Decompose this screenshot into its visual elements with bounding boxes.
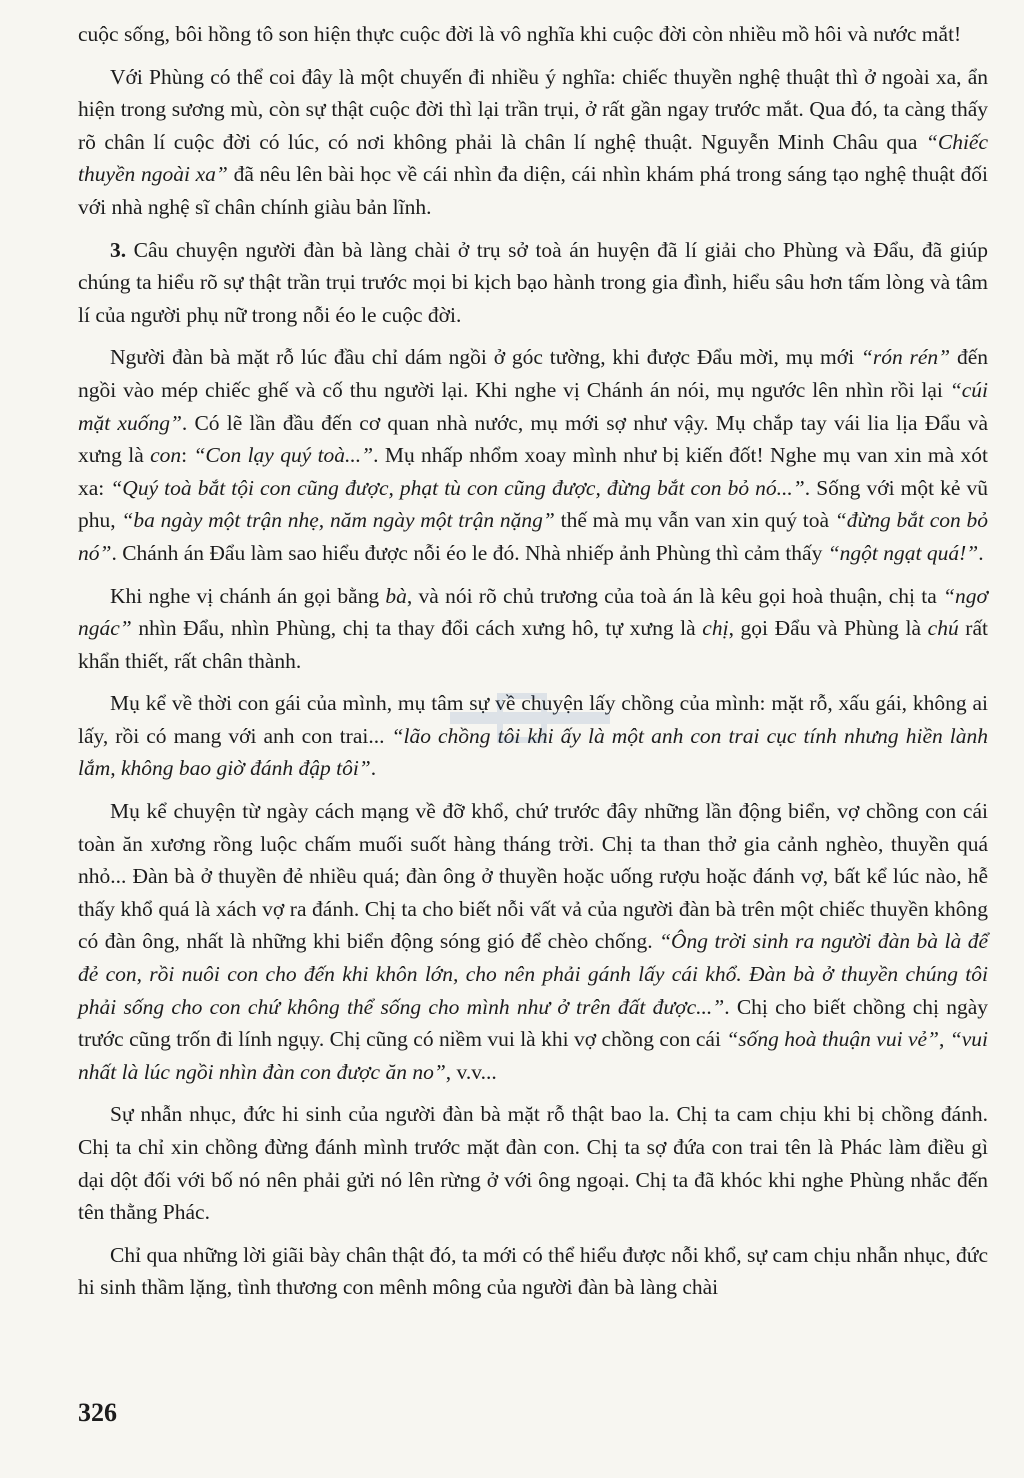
italic-run: “lão chồng tôi khi ấy là một anh con trai cục tính nhưng hiền lành lắm, không bao giờ đánh đập tôi” <box>78 723 989 781</box>
text-run: Chỉ qua những lời giãi bày chân thật đó, ta mới có thể hiểu được nỗi khổ, sự cam chịu nhẫn nhục, đức hi sinh thầm lặng, tình thương con mênh mông của người đàn bà làng chài <box>78 1242 988 1300</box>
italic-run: “ngơ ngác” <box>78 583 988 641</box>
italic-run: bà <box>385 583 407 608</box>
section-number: 3. <box>110 237 127 262</box>
text-run: , v.v... <box>445 1059 497 1084</box>
text-run: Câu chuyện người đàn bà làng chài ở trụ sở toà án huyện đã lí giải cho Phùng và Đẩu, đã giúp chúng ta hiểu rõ sự thật trần trụi trước mọi bi kịch bạo hành trong gia đình, hiểu sâu hơn tấm lòng và tâm lí của người phụ nữ trong nỗi éo le cuộc đời. <box>78 237 988 327</box>
italic-run: “Chiếc thuyền ngoài xa” <box>78 129 988 187</box>
italic-run: “Ông trời sinh ra người đàn bà là để đẻ con, rồi nuôi con cho đến khi khôn lớn, cho nên phải gánh lấy cái khổ. Đàn bà ở thuyền chúng tôi phải sống cho con chứ không thể sống cho mình như ở trên đất được...” <box>78 929 988 1019</box>
text-run: . <box>370 756 377 781</box>
italic-run: “ngột ngạt quá!” <box>827 540 979 565</box>
italic-run: con <box>150 443 182 468</box>
text-run: . Sống với một kẻ vũ phu, <box>78 475 988 533</box>
italic-run: “Quý toà bắt tội con cũng được, phạt tù con cũng được, đừng bắt con bỏ nó...” <box>110 475 805 500</box>
paragraph-5 <box>78 580 988 678</box>
italic-run: chị <box>702 616 729 641</box>
text-run: Khi nghe vị chánh án gọi bằng <box>110 583 386 608</box>
text-run: . Chị cho biết chồng chị ngày trước cũng trốn đi lính ngụy. Chị cũng có niềm vui là khi vợ chồng con cái <box>78 994 989 1052</box>
italic-run: “cúi mặt xuống” <box>78 377 988 435</box>
text-run: Mụ kể chuyện từ ngày cách mạng về đỡ khổ, chứ trước đây những lần động biển, vợ chồng con cái toàn ăn xương rồng luộc chấm muối suốt hàng tháng trời. Chị ta than thở gia cảnh nghèo, thuyền quá nhỏ... Đàn bà ở thuyền đẻ nhiều quá; đàn ông ở thuyền hoặc uống rượu hoặc đánh vợ, bất kể lúc nào, hễ thấy khổ quá là xách vợ ra đánh. Chị ta cho biết nỗi vất vả của người đàn bà trên một chiếc thuyền không có đàn ông, nhất là những khi biển động sóng gió để chèo chống. <box>78 799 988 954</box>
paragraph-1 <box>78 18 988 51</box>
paragraph-7 <box>78 795 988 1088</box>
text-run: , gọi Đẩu và Phùng là <box>728 616 928 641</box>
text-run: rất khẩn thiết, rất chân thành. <box>78 616 988 673</box>
text-run: . <box>978 540 984 565</box>
paragraph-6 <box>78 687 988 785</box>
italic-run: “Con lạy quý toà...” <box>193 443 374 468</box>
page-body <box>78 18 988 1314</box>
text-run: cuộc sống, bôi hồng tô son hiện thực cuộc đời là vô nghĩa khi cuộc đời còn nhiều mồ hôi và nước mắt! <box>78 22 962 46</box>
text-run: đến ngồi vào mép chiếc ghế và cố thu người lại. Khi nghe vị Chánh án nói, mụ ngước lên nhìn rồi lại <box>78 345 988 402</box>
text-run: đã nêu lên bài học về cái nhìn đa diện, cái nhìn khám phá trong sáng tạo nghệ thuật đối với nhà nghệ sĩ chân chính giàu bản lĩnh. <box>78 162 988 219</box>
text-run: Với Phùng có thể coi đây là một chuyến đi nhiều ý nghĩa: chiếc thuyền nghệ thuật thì ở ngoài xa, ẩn hiện trong sương mù, còn sự thật cuộc đời thì lại trần trụi, ở rất gần ngay trước mắt. Qua đó, ta càng thấy rõ chân lí cuộc đời có lúc, có nơi không phải là chân lí nghệ thuật. Nguyễn Minh Châu qua <box>78 64 988 154</box>
text-run: . Chánh án Đẩu làm sao hiểu được nỗi éo le đó. Nhà nhiếp ảnh Phùng thì cảm thấy <box>111 540 828 565</box>
text-run: thế mà mụ vẫn van xin quý toà <box>554 508 835 533</box>
text-run: , và nói rõ chủ trương của toà án là kêu gọi hoà thuận, chị ta <box>406 583 944 608</box>
text-run: Sự nhẫn nhục, đức hi sinh của người đàn bà mặt rỗ thật bao la. Chị ta cam chịu khi bị chồng đánh. Chị ta chỉ xin chồng đừng đánh mình trước mặt đàn con. Chị ta sợ đứa con trai tên là Phác làm điều gì dại dột đối với bố nó nên phải gửi nó lên rừng ở với ông ngoại. Chị ta đã khóc khi nghe Phùng nhắc đến tên thằng Phác. <box>78 1102 988 1225</box>
text-run: Người đàn bà mặt rỗ lúc đầu chỉ dám ngồi ở góc tường, khi được Đẩu mời, mụ mới <box>110 345 861 370</box>
italic-run: “đừng bắt con bỏ nó” <box>78 508 989 565</box>
text-run: . Có lẽ lần đầu đến cơ quan nhà nước, mụ mới sợ như vậy. Mụ chắp tay vái lia lịa Đẩu và xưng là <box>78 410 988 468</box>
text-run: nhìn Đẩu, nhìn Phùng, chị ta thay đổi cách xưng hô, tự xưng là <box>131 616 703 641</box>
text-run: : <box>181 443 194 468</box>
italic-run: “vui nhất là lúc ngồi nhìn đàn con được ăn no” <box>78 1027 989 1084</box>
paragraph-3 <box>78 234 988 332</box>
paragraph-4 <box>78 341 988 569</box>
italic-run: “rón rén” <box>860 345 951 370</box>
italic-run: chú <box>927 616 959 641</box>
paragraph-8 <box>78 1098 988 1228</box>
text-run: , <box>939 1027 950 1052</box>
italic-run: “sống hoà thuận vui vẻ” <box>726 1027 940 1052</box>
italic-run: “ba ngày một trận nhẹ, năm ngày một trận nặng” <box>121 508 555 533</box>
paragraph-9 <box>78 1239 988 1304</box>
text-run: Mụ kể về thời con gái của mình, mụ tâm sự về chuyện lấy chồng của mình: mặt rỗ, xấu gái, không ai lấy, rồi có mang với anh con trai... <box>78 691 988 748</box>
text-run: . Mụ nhấp nhổm xoay mình như bị kiến đốt! Nghe mụ van xin mà xót xa: <box>78 443 988 500</box>
paragraph-2 <box>78 61 988 224</box>
page-number: 326 <box>78 1398 117 1427</box>
